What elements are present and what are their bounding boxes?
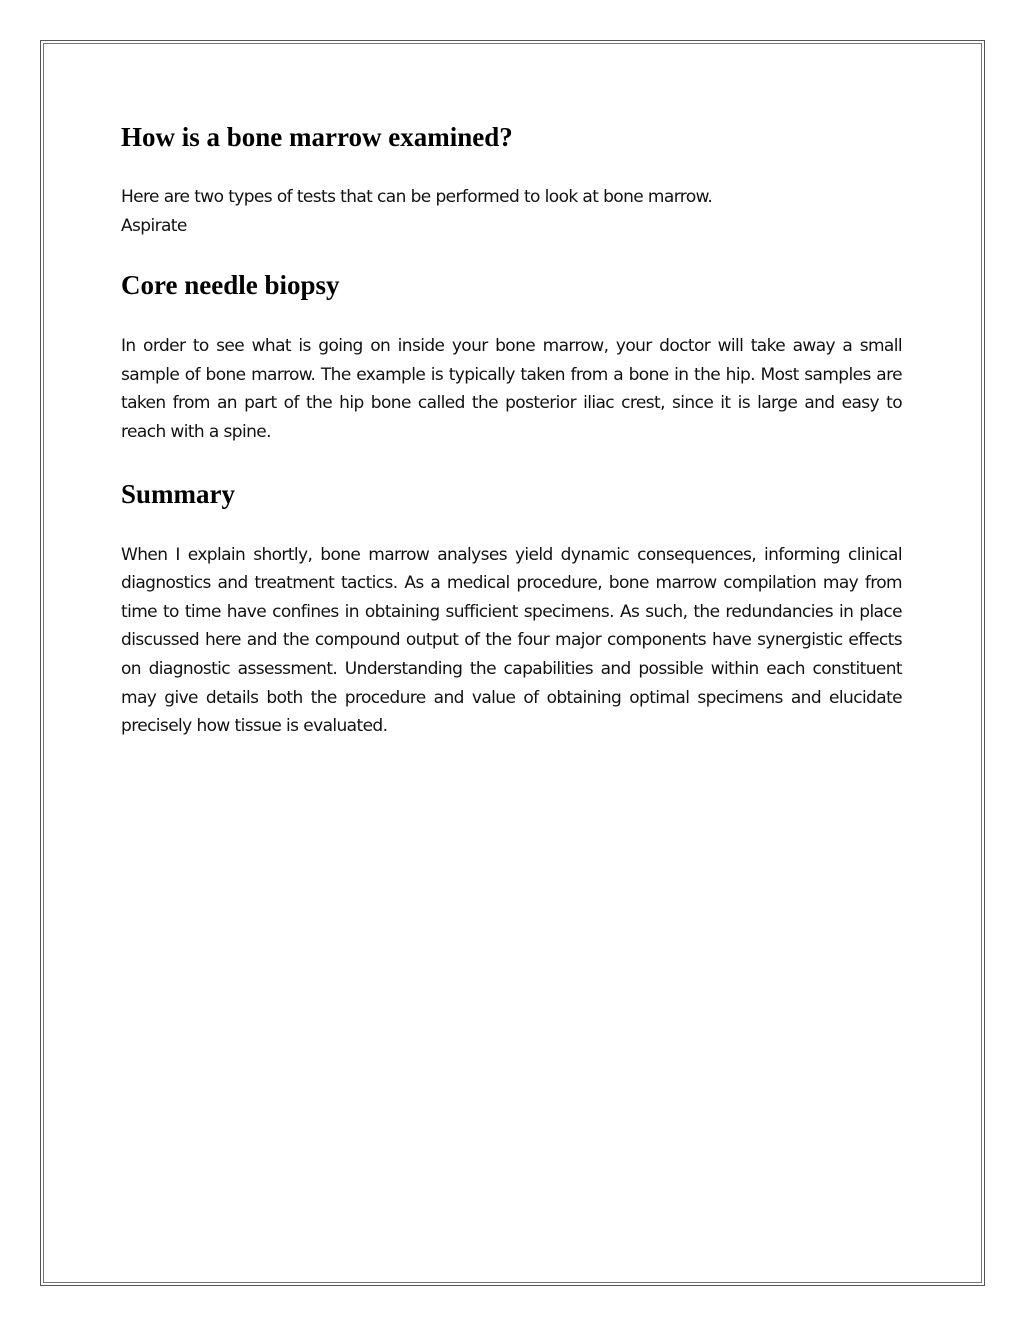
heading-core-needle-biopsy: Core needle biopsy: [121, 270, 340, 301]
heading-summary: Summary: [121, 478, 235, 509]
paragraph-core-needle-biopsy: In order to see what is going on inside your bone marrow, your doctor will take away a small sample of bone marrow. The example is typically taken from a bone in the hip. Most samples are taken from an part of the hip bone called the posterior iliac crest, since it is large and easy to reach with a spine.: [121, 336, 902, 442]
intro-line-2: Aspirate: [121, 215, 187, 236]
paragraph-test-types: [121, 183, 902, 240]
document-content: [121, 118, 902, 741]
intro-line-1: Here are two types of tests that can be performed to look at bone marrow.: [121, 187, 713, 207]
paragraph-summary: When I explain shortly, bone marrow analyses yield dynamic consequences, informing clinical diagnostics and treatment tactics. As a medical procedure, bone marrow compilation may from time to time have confines in obtaining sufficient specimens. As such, the redundancies in place discussed here and the compound output of the four major components have synergistic effects on diagnostic assessment. Understanding the capabilities and possible within each constituent may give details both the procedure and value of obtaining optimal specimens and elucidate precisely how tissue is evaluated.: [121, 544, 902, 737]
heading-bone-marrow-examined: How is a bone marrow examined?: [121, 122, 513, 152]
